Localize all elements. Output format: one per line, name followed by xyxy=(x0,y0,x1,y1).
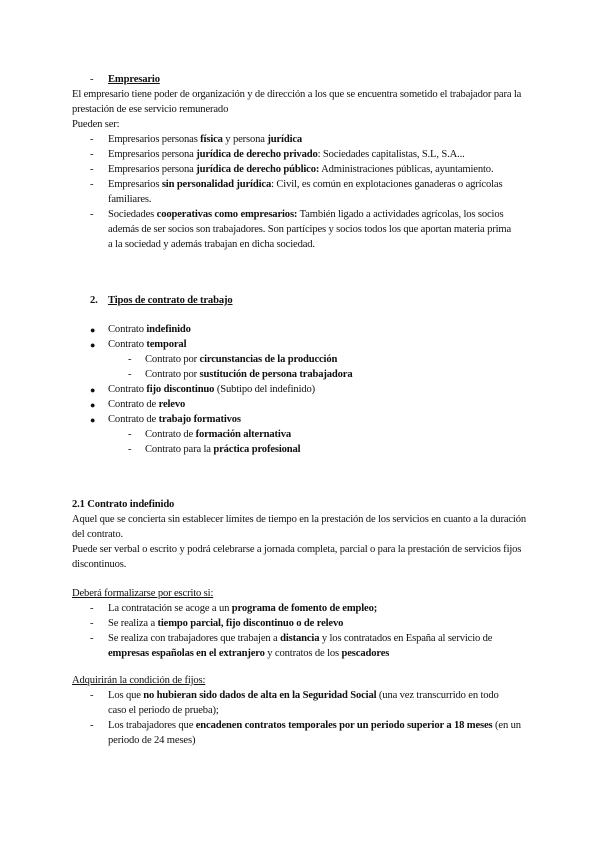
bullet-icon: ● xyxy=(90,400,96,410)
list-dash: - xyxy=(90,179,94,190)
list-dash: - xyxy=(128,444,132,455)
list-item: Empresarios persona jurídica de derecho público: Administraciones públicas, ayuntamiento. xyxy=(108,164,494,175)
indefinido-paragraph-1: Aquel que se concierta sin establecer límites de tiempo en la prestación de los servicios en cuanto a la duración del contrato. xyxy=(72,514,527,541)
list-dash: - xyxy=(90,164,94,175)
list-dash: - xyxy=(128,369,132,380)
list-item: Se realiza con trabajadores que trabajen a distancia y los contratados en España al servicio de empresas españolas en el extranjero y contratos de los pescadores xyxy=(108,633,493,660)
list-dash: - xyxy=(128,354,132,365)
list-dash: - xyxy=(128,429,132,440)
list-item: Empresarios personas física y persona jurídica xyxy=(108,134,303,145)
section-number: 2. xyxy=(90,295,98,306)
list-item: Contrato temporal xyxy=(108,339,187,350)
list-item: Sociedades cooperativas como empresarios: También ligado a actividades agrícolas, los socios además de ser socios son trabajadores. Son partícipes y socios todos los que aportan materia prima a la sociedad y además trabajan en dicha sociedad. xyxy=(108,209,512,251)
list-item: Contrato de formación alternativa xyxy=(145,429,291,440)
list-dash: - xyxy=(90,633,94,644)
list-dash: - xyxy=(90,720,94,731)
heading-tipos-contrato: Tipos de contrato de trabajo xyxy=(108,295,233,306)
subheading-condicion-fijos: Adquirirán la condición de fijos: xyxy=(72,675,206,686)
pueden-ser-label: Pueden ser: xyxy=(72,119,120,130)
list-item: Contrato fijo discontinuo (Subtipo del indefinido) xyxy=(108,384,316,395)
heading-empresario: Empresario xyxy=(108,74,160,85)
heading-contrato-indefinido: 2.1 Contrato indefinido xyxy=(72,499,175,510)
list-item: La contratación se acoge a un programa de fomento de empleo; xyxy=(108,603,378,614)
list-item: Se realiza a tiempo parcial, fijo discontinuo o de relevo xyxy=(108,618,344,629)
bullet-icon: ● xyxy=(90,325,96,335)
list-item: Empresarios sin personalidad jurídica: Civil, es común en explotaciones ganaderas o agrícolas familiares. xyxy=(108,179,503,206)
list-item: Contrato por circunstancias de la producción xyxy=(145,354,338,365)
subheading-formalizar-escrito: Deberá formalizarse por escrito si: xyxy=(72,588,214,599)
bullet-icon: ● xyxy=(90,385,96,395)
list-item: Contrato de trabajo formativos xyxy=(108,414,241,425)
list-item: Contrato indefinido xyxy=(108,324,191,335)
list-dash: - xyxy=(90,74,94,85)
list-item: Los trabajadores que encadenen contratos temporales por un periodo superior a 18 meses (en un periodo de 24 meses) xyxy=(108,720,521,747)
bullet-icon: ● xyxy=(90,340,96,350)
list-item: Empresarios persona jurídica de derecho privado: Sociedades capitalistas, S.L, S.A... xyxy=(108,149,465,160)
list-dash: - xyxy=(90,618,94,629)
list-dash: - xyxy=(90,149,94,160)
list-item: Contrato de relevo xyxy=(108,399,186,410)
list-dash: - xyxy=(90,209,94,220)
empresario-definition: El empresario tiene poder de organización y de dirección a los que se encuentra sometido el trabajador para la prestación de ese servicio remunerado xyxy=(72,89,522,116)
list-dash: - xyxy=(90,603,94,614)
bullet-icon: ● xyxy=(90,415,96,425)
indefinido-paragraph-2: Puede ser verbal o escrito y podrá celebrarse a jornada completa, parcial o para la prestación de servicios fijos discontinuos. xyxy=(72,544,522,571)
list-dash: - xyxy=(90,690,94,701)
list-item: Los que no hubieran sido dados de alta en la Seguridad Social (una vez transcurrido en todo caso el periodo de prueba); xyxy=(108,690,499,717)
list-dash: - xyxy=(90,134,94,145)
list-item: Contrato por sustitución de persona trabajadora xyxy=(145,369,353,380)
list-item: Contrato para la práctica profesional xyxy=(145,444,301,455)
